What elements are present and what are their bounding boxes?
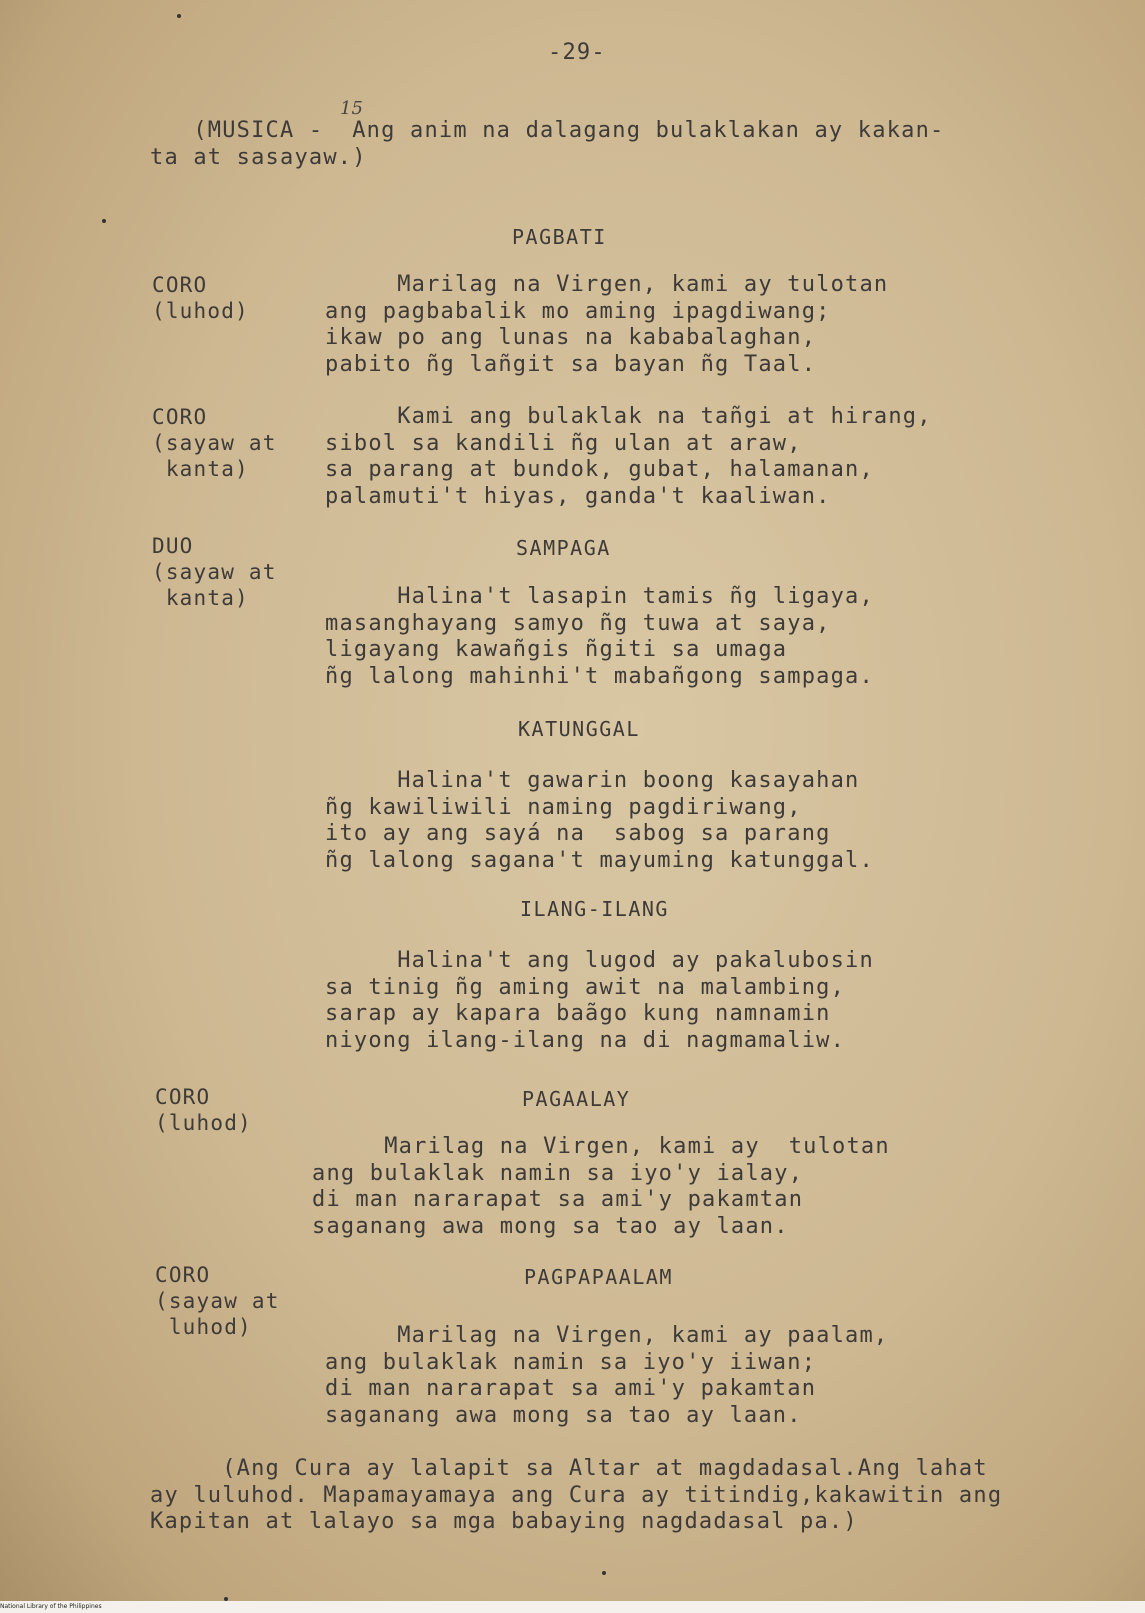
performer-cue: CORO (sayaw at luhod) bbox=[155, 1263, 280, 1339]
closing-line: ay luluhod. Mapamayamaya ang Cura ay titindig,kakawitin ang bbox=[150, 1482, 1003, 1508]
performer-cue: CORO (sayaw at kanta) bbox=[152, 405, 277, 481]
verse-stanza: Marilag na Virgen, kami ay tulotan ang pagbabalik mo aming ipagdiwang; ikaw po ang lunas na kababalaghan, pabito ñg lañgit sa bayan ñg Taal. bbox=[325, 272, 889, 377]
closing-line: Kapitan at lalayo sa mga babaying nagdadasal pa.) bbox=[150, 1509, 858, 1534]
page-number: -29- bbox=[548, 40, 606, 65]
performer-cue: DUO (sayaw at kanta) bbox=[152, 534, 277, 610]
verse-stanza: Halina't gawarin boong kasayahan ñg kawiliwili naming pagdiriwang, ito ay ang sayá na sabog sa parang ñg lalong sagana't mayuming katunggal. bbox=[325, 768, 874, 873]
section-heading-pagpapaalam: PAGPAPAALAM bbox=[524, 1265, 673, 1289]
section-heading-sampaga: SAMPAGA bbox=[516, 536, 611, 560]
paper-speck bbox=[102, 219, 106, 223]
intro-stage-direction bbox=[150, 118, 944, 171]
verse-stanza: Halina't lasapin tamis ñg ligaya, masanghayang samyo ñg tuwa at saya, ligayang kawañgis ñgiti sa umaga ñg lalong mahinhi't mabañgong sampaga. bbox=[325, 584, 874, 689]
section-heading-katunggal: KATUNGGAL bbox=[518, 717, 640, 741]
handwritten-note: 15 bbox=[340, 98, 363, 119]
paper-speck bbox=[602, 1571, 606, 1575]
verse-stanza: Marilag na Virgen, kami ay tulotan ang bulaklak namin sa iyo'y ialay, di man nararapat sa ami'y pakamtan saganang awa mong sa tao ay laan. bbox=[312, 1134, 890, 1239]
verse-stanza: Halina't ang lugod ay pakalubosin sa tinig ñg aming awit na malambing, sarap ay kapara baãgo kung namnamin niyong ilang-ilang na di nagmamaliw. bbox=[325, 948, 874, 1053]
verse-stanza: Marilag na Virgen, kami ay paalam, ang bulaklak namin sa iyo'y iiwan; di man nararapat sa ami'y pakamtan saganang awa mong sa tao ay laan. bbox=[325, 1323, 889, 1428]
section-heading-pagbati: PAGBATI bbox=[512, 225, 607, 249]
section-heading-ilang-ilang: ILANG-ILANG bbox=[520, 897, 669, 921]
section-heading-pagaalay: PAGAALAY bbox=[522, 1087, 631, 1111]
intro-line: ta at sasayaw.) bbox=[150, 144, 367, 170]
performer-cue: CORO (luhod) bbox=[152, 273, 249, 323]
closing-line: (Ang Cura ay lalapit sa Altar at magdadasal.Ang lahat bbox=[150, 1456, 988, 1481]
performer-cue: CORO (luhod) bbox=[155, 1085, 252, 1135]
closing-stage-direction bbox=[150, 1456, 1002, 1536]
intro-line: (MUSICA - Ang anim na dalagang bulaklakan ay kakan- bbox=[150, 118, 945, 143]
scan-bottom-strip bbox=[0, 1601, 1145, 1613]
paper-speck bbox=[177, 14, 181, 18]
verse-stanza: Kami ang bulaklak na tañgi at hirang, sibol sa kandili ñg ulan at araw, sa parang at bundok, gubat, halamanan, palamuti't hiyas, ganda't kaaliwan. bbox=[325, 404, 932, 509]
footer-credit: National Library of the Philippines bbox=[0, 1603, 102, 1610]
